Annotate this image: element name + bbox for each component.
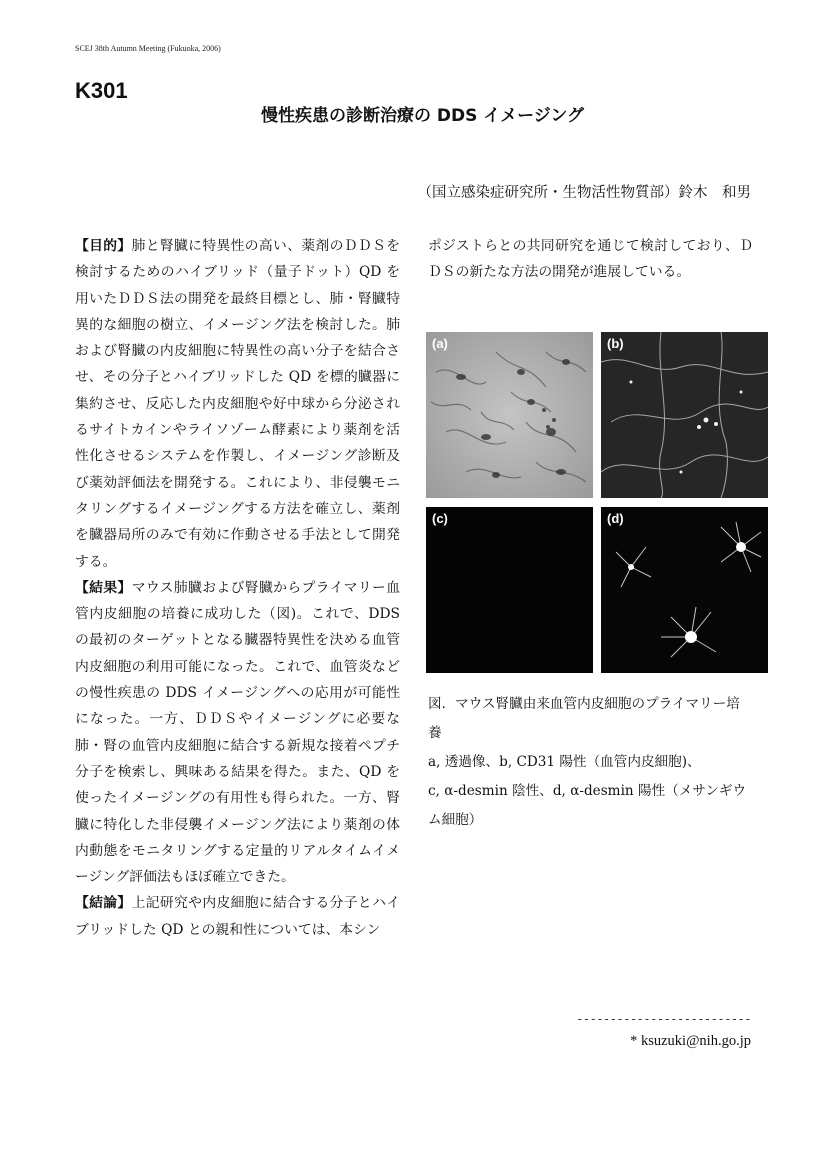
right-column-text: ポジストらとの共同研究を通じて検討しており、ＤＤＳの新たな方法の開発が進展している。 xyxy=(428,238,753,281)
left-column xyxy=(75,233,400,943)
conclusion-text: 上記研究や内皮細胞に結合する分子とハイブリッドした QD との親和性については、本シン xyxy=(75,895,401,938)
figure-panel-d xyxy=(601,507,768,673)
author-line: （国立感染症研究所・生物活性物質部）鈴木 和男 xyxy=(417,185,751,201)
figure-caption xyxy=(428,690,753,835)
figure-panel-c xyxy=(426,507,593,673)
purpose-paragraph xyxy=(75,233,400,575)
abstract-code: K301 xyxy=(75,78,128,103)
figure-panel-b xyxy=(601,332,768,498)
cd31-stain-image xyxy=(601,332,768,498)
desmin-negative-image xyxy=(426,507,593,673)
panel-d-label: (d) xyxy=(607,511,624,526)
results-paragraph xyxy=(75,575,400,891)
conclusion-paragraph xyxy=(75,890,400,943)
phase-contrast-image xyxy=(426,332,593,498)
footnote-rule: -------------------------- xyxy=(576,1012,751,1026)
conclusion-heading: 【結論】 xyxy=(75,895,132,912)
purpose-heading: 【目的】 xyxy=(75,238,132,254)
panel-c-label: (c) xyxy=(432,511,448,526)
meeting-header: SCEJ 38th Autumn Meeting (Fukuoka, 2006) xyxy=(75,44,221,53)
purpose-text: 肺と腎臓に特異性の高い、薬剤のＤＤＳを検討するためのハイブリッド（量子ドット）QD を用いたＤＤＳ法の開発を最終目標とし、肺・腎臓特異的な細胞の樹立、イメージング法を検討した。肺および腎臓の内皮細胞に特異性の高い分子を結合させ、その分子とハイブリッドした QD を標的臓器に集約させ、反応した内皮細胞や好中球から分泌されるサイトカインやライソゾーム酵素により薬剤を活性化させるシステムを作製し、イメージング診断及び薬効評価法を開発する。これにより、非侵襲モニタリングするイメージングする方法を確立し、薬剤を臓器局所のみで有効に作動させる手法として開発する。 xyxy=(75,238,401,570)
caption-line-1: 図．マウス腎臓由来血管内皮細胞のプライマリー培養 xyxy=(428,696,740,741)
results-text: マウス肺臓および腎臓からプライマリー血管内皮細胞の培養に成功した（図)。これで、DDS の最初のターゲットとなる臓器特異性を決める血管内皮細胞の利用可能になった。これで、血管炎などの慢性疾患の DDS イメージングへの応用が可能性になった。一方、ＤＤＳやイメージングに必要な肺・腎の血管内皮細胞に結合する新規な接着ペプチ分子を検索し、興味ある結果を得た。また、QD を使ったイメージングの有用性も得られた。一方、腎臓に特化した非侵襲イメージング法により薬剤の体内動態をモニタリングする定量的リアルタイムイメージング評価法もほぼ確立できた。 xyxy=(75,579,401,886)
panel-a-label: (a) xyxy=(432,336,448,351)
caption-line-2: a, 透過像、b, CD31 陽性（血管内皮細胞)、 xyxy=(428,754,701,770)
caption-line-3: c, α-desmin 陰性、d, α-desmin 陽性（メサンギウム細胞） xyxy=(428,783,747,828)
desmin-positive-image xyxy=(601,507,768,673)
paper-title: 慢性疾患の診断治療の DDS イメージング xyxy=(260,106,585,126)
panel-b-label: (b) xyxy=(607,336,624,351)
corresponding-email: * ksuzuki@nih.go.jp xyxy=(630,1033,751,1049)
figure-panel-a xyxy=(426,332,593,498)
results-heading: 【結果】 xyxy=(75,579,132,596)
